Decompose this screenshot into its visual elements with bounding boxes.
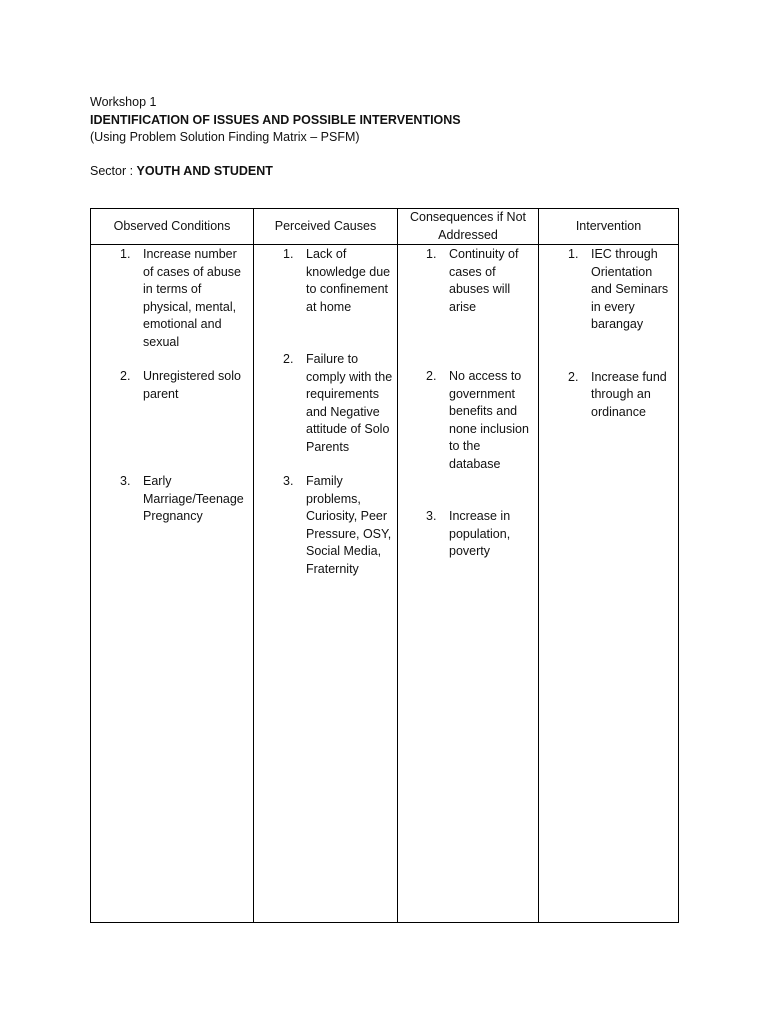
- document-subtitle: (Using Problem Solution Finding Matrix – PSFM): [90, 130, 360, 144]
- document-header: [90, 94, 461, 147]
- item-text: Increase in population, poverty: [449, 509, 511, 558]
- list-item: [91, 246, 253, 351]
- item-text: Increase number of cases of abuse in terms of physical, mental, emotional and sexual: [143, 247, 241, 349]
- table-body-row: [91, 245, 679, 923]
- item-number: 2.: [120, 369, 131, 383]
- item-number: 2.: [283, 352, 294, 366]
- item-text: IEC through Orientation and Seminars in every barangay: [591, 247, 669, 331]
- item-text: Early Marriage/Teenage Pregnancy: [143, 474, 244, 523]
- header-observed-conditions: Observed Conditions: [91, 209, 254, 245]
- item-text: Unregistered solo parent: [143, 369, 241, 401]
- item-number: 1.: [568, 247, 579, 261]
- list-item: [91, 473, 253, 526]
- item-text: No access to government benefits and none inclusion to the database: [449, 369, 529, 471]
- header-perceived-causes: Perceived Causes: [254, 209, 398, 245]
- list-item: [254, 473, 397, 578]
- item-number: 3.: [283, 474, 294, 488]
- sector-value: YOUTH AND STUDENT: [136, 164, 273, 178]
- list-item: [398, 368, 538, 473]
- item-number: 3.: [426, 509, 437, 523]
- list-item: [254, 246, 397, 316]
- perceived-causes-cell: [254, 245, 398, 923]
- list-item: [539, 246, 678, 334]
- item-text: Increase fund through an ordinance: [591, 369, 667, 419]
- list-item: [91, 368, 253, 403]
- psfm-matrix-table: [90, 208, 679, 923]
- item-number: 3.: [120, 474, 131, 488]
- list-item: [398, 246, 538, 316]
- sector-line: [90, 163, 273, 180]
- header-intervention: Intervention: [539, 209, 679, 245]
- list-item: [254, 351, 397, 456]
- sector-label: Sector :: [90, 164, 137, 178]
- intervention-cell: [539, 245, 679, 923]
- document-title: IDENTIFICATION OF ISSUES AND POSSIBLE INTERVENTIONS: [90, 112, 461, 127]
- consequences-cell: [398, 245, 539, 923]
- item-text: Lack of knowledge due to confinement at home: [306, 247, 391, 314]
- header-consequences: Consequences if Not Addressed: [398, 209, 539, 245]
- list-item: [539, 369, 678, 422]
- item-number: 2.: [426, 369, 437, 383]
- item-number: 1.: [283, 247, 294, 261]
- table-header-row: [91, 209, 679, 245]
- item-text: Family problems, Curiosity, Peer Pressure, OSY, Social Media, Fraternity: [306, 474, 392, 576]
- workshop-label: Workshop 1: [90, 95, 157, 109]
- item-text: Failure to comply with the requirements and Negative attitude of Solo Parents: [306, 352, 393, 454]
- item-number: 1.: [120, 247, 131, 261]
- item-number: 2.: [568, 369, 579, 384]
- list-item: [398, 508, 538, 561]
- item-text: Continuity of cases of abuses will arise: [449, 247, 519, 314]
- observed-conditions-cell: [91, 245, 254, 923]
- item-number: 1.: [426, 247, 437, 261]
